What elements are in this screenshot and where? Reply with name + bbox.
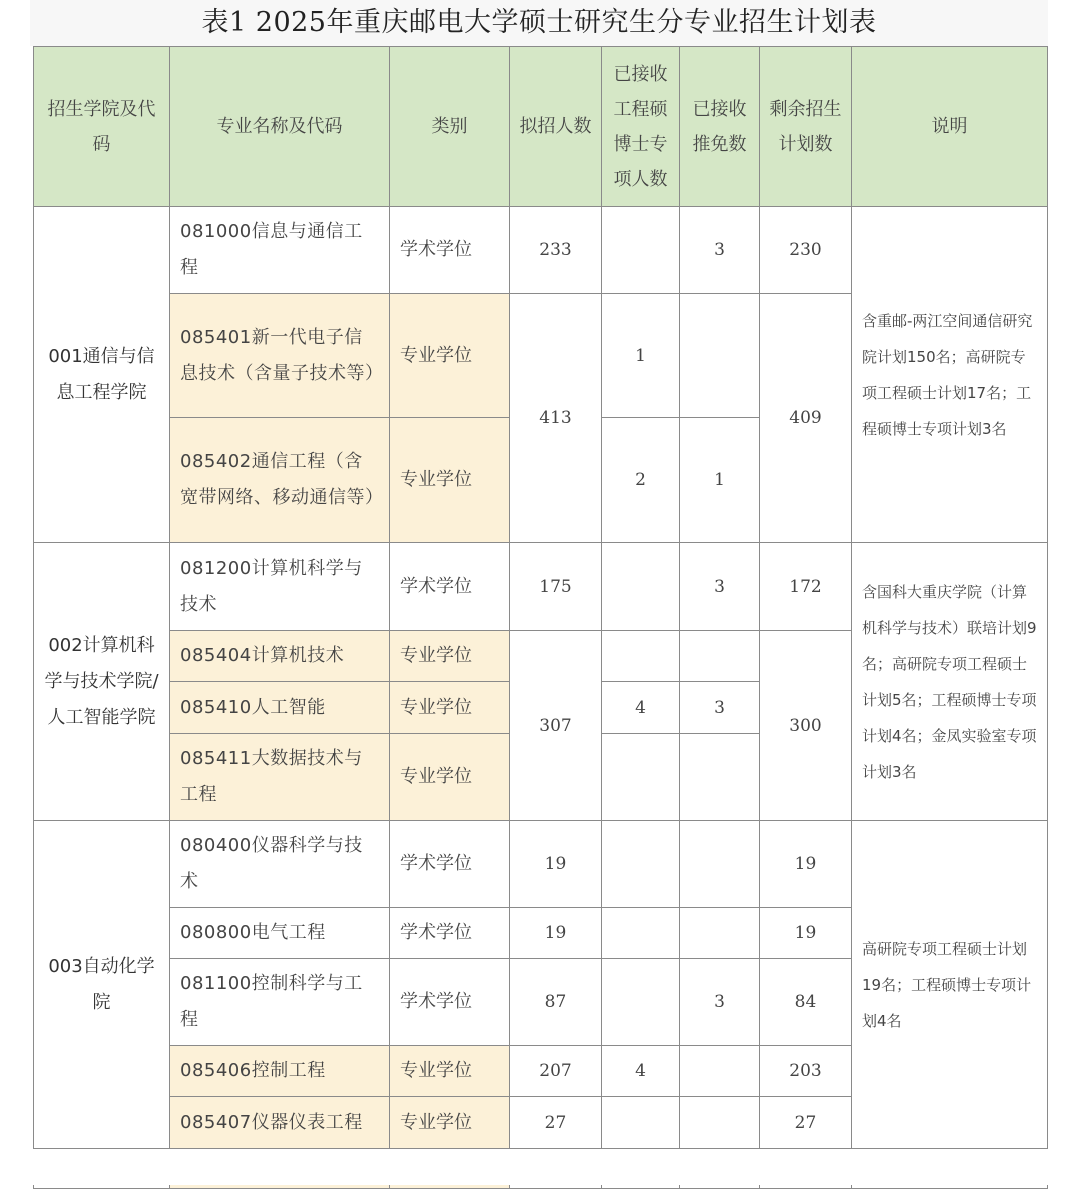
- eng-phd-cell: [602, 734, 680, 821]
- major-cell: 085404计算机技术: [170, 631, 390, 682]
- planned-cell: 307: [510, 631, 602, 821]
- remaining-cell: 19: [760, 821, 852, 908]
- exempt-cell: 3: [680, 207, 760, 294]
- eng-phd-cell: [602, 1097, 680, 1149]
- category-cell: 专业学位: [390, 734, 510, 821]
- remaining-cell: 19: [760, 908, 852, 959]
- eng-phd-cell: 2: [602, 418, 680, 543]
- exempt-cell: [680, 1097, 760, 1149]
- enrollment-plan-table: [33, 46, 1048, 1189]
- planned-cell: 27: [510, 1097, 602, 1149]
- planned-cell: 19: [510, 821, 602, 908]
- eng-phd-cell: 1: [602, 294, 680, 418]
- college-cell: 002计算机科学与技术学院/人工智能学院: [34, 543, 170, 821]
- exempt-cell: 3: [680, 543, 760, 631]
- note-cell: 含重邮-两江空间通信研究院计划150名；高研院专项工程硕士计划17名；工程硕博士专项计划3名: [852, 207, 1048, 543]
- category-cell: 学术学位: [390, 821, 510, 908]
- note-cell: 高研院专项工程硕士计划19名；工程硕博士专项计划4名: [852, 821, 1048, 1149]
- major-cell: 080800电气工程: [170, 908, 390, 959]
- planned-cell: 175: [510, 543, 602, 631]
- college-cell: 003自动化学院: [34, 821, 170, 1149]
- category-cell: 专业学位: [390, 294, 510, 418]
- major-cell: 081200计算机科学与技术: [170, 543, 390, 631]
- header-exempt: 已接收推免数: [680, 47, 760, 207]
- major-cell: 085411大数据技术与工程: [170, 734, 390, 821]
- eng-phd-cell: [602, 908, 680, 959]
- header-major: 专业名称及代码: [170, 47, 390, 207]
- planned-cell: 413: [510, 294, 602, 543]
- exempt-cell: [680, 821, 760, 908]
- exempt-cell: [680, 631, 760, 682]
- planned-cell: 19: [510, 908, 602, 959]
- planned-cell: 233: [510, 207, 602, 294]
- header-eng-phd: 已接收工程硕博士专项人数: [602, 47, 680, 207]
- category-cell: 学术学位: [390, 543, 510, 631]
- header-planned: 拟招人数: [510, 47, 602, 207]
- major-cell: 085410人工智能: [170, 682, 390, 734]
- remaining-cell: 230: [760, 207, 852, 294]
- table-row: [34, 543, 1048, 631]
- remaining-cell: 203: [760, 1046, 852, 1097]
- remaining-cell: 300: [760, 631, 852, 821]
- eng-phd-cell: [602, 631, 680, 682]
- exempt-cell: 3: [680, 959, 760, 1046]
- exempt-cell: [680, 294, 760, 418]
- major-cell: 085406控制工程: [170, 1046, 390, 1097]
- eng-phd-cell: [602, 821, 680, 908]
- remaining-cell: 84: [760, 959, 852, 1046]
- note-cell: 含国科大重庆学院（计算机科学与技术）联培计划9名；高研院专项工程硕士计划5名；工程硕博士专项计划4名；金凤实验室专项计划3名: [852, 543, 1048, 821]
- category-cell: 学术学位: [390, 959, 510, 1046]
- table-row: [34, 821, 1048, 908]
- planned-cell: 207: [510, 1046, 602, 1097]
- major-cell: 080400仪器科学与技术: [170, 821, 390, 908]
- eng-phd-cell: [602, 959, 680, 1046]
- major-cell: 085401新一代电子信息技术（含量子技术等）: [170, 294, 390, 418]
- remaining-cell: 172: [760, 543, 852, 631]
- category-cell: 专业学位: [390, 418, 510, 543]
- exempt-cell: [680, 734, 760, 821]
- planned-cell: 87: [510, 959, 602, 1046]
- major-cell: 081100控制科学与工程: [170, 959, 390, 1046]
- eng-phd-cell: [602, 207, 680, 294]
- eng-phd-cell: [602, 543, 680, 631]
- category-cell: 专业学位: [390, 1097, 510, 1149]
- remaining-cell: 27: [760, 1097, 852, 1149]
- page-bottom-margin: [0, 1149, 1080, 1185]
- header-note: 说明: [852, 47, 1048, 207]
- header-row: [34, 47, 1048, 207]
- remaining-cell: 409: [760, 294, 852, 543]
- header-remaining: 剩余招生计划数: [760, 47, 852, 207]
- exempt-cell: [680, 1046, 760, 1097]
- table-row: [34, 207, 1048, 294]
- table-title: 表1 2025年重庆邮电大学硕士研究生分专业招生计划表: [30, 0, 1048, 46]
- eng-phd-cell: 4: [602, 682, 680, 734]
- eng-phd-cell: 4: [602, 1046, 680, 1097]
- major-cell: 085407仪器仪表工程: [170, 1097, 390, 1149]
- exempt-cell: [680, 908, 760, 959]
- exempt-cell: 1: [680, 418, 760, 543]
- major-cell: 085402通信工程（含宽带网络、移动通信等）: [170, 418, 390, 543]
- college-cell: 001通信与信息工程学院: [34, 207, 170, 543]
- header-category: 类别: [390, 47, 510, 207]
- category-cell: 学术学位: [390, 207, 510, 294]
- category-cell: 专业学位: [390, 1046, 510, 1097]
- major-cell: 081000信息与通信工程: [170, 207, 390, 294]
- exempt-cell: 3: [680, 682, 760, 734]
- category-cell: 学术学位: [390, 908, 510, 959]
- category-cell: 专业学位: [390, 631, 510, 682]
- header-college: 招生学院及代码: [34, 47, 170, 207]
- category-cell: 专业学位: [390, 682, 510, 734]
